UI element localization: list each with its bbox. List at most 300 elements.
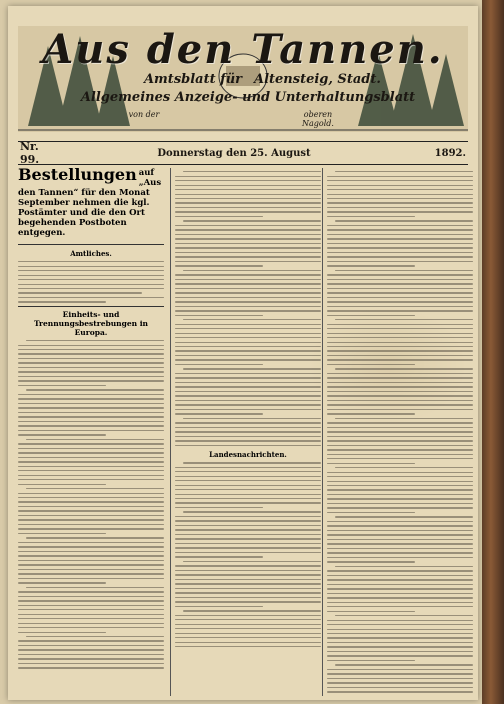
columns (18, 168, 468, 696)
text-line (175, 480, 321, 481)
text-line (18, 376, 164, 377)
text-line (175, 529, 321, 530)
text-line (175, 202, 321, 203)
text-line (327, 328, 473, 329)
text-line (18, 394, 164, 395)
text-line (18, 627, 164, 628)
text-line (175, 502, 321, 503)
text-line (327, 324, 473, 325)
text-line (327, 646, 473, 647)
text-line (175, 328, 321, 329)
text-line (18, 614, 164, 615)
text-line (175, 364, 263, 365)
text-line (327, 189, 473, 190)
text-line (327, 543, 473, 544)
text-line (175, 534, 321, 535)
text-line (327, 673, 473, 674)
text-line (327, 440, 473, 441)
text-line (18, 596, 164, 597)
text-line (335, 516, 473, 517)
text-line (327, 310, 473, 311)
text-line (18, 403, 164, 404)
text-line (327, 530, 473, 531)
text-line (175, 628, 321, 629)
text-line (18, 546, 164, 547)
text-line (175, 547, 321, 548)
text-line (18, 358, 164, 359)
text-line (335, 270, 473, 271)
text-line (335, 319, 473, 320)
text-line (327, 651, 473, 652)
text-line (175, 588, 321, 589)
text-line (327, 194, 473, 195)
text-line (175, 489, 321, 490)
text-line (175, 386, 321, 387)
text-line (327, 503, 473, 504)
text-line (175, 624, 321, 625)
text-line (327, 225, 473, 226)
text-line (183, 270, 321, 271)
text-line (183, 418, 321, 419)
text-line (18, 345, 164, 346)
text-line (175, 565, 321, 566)
text-line (327, 342, 473, 343)
text-line (327, 687, 473, 688)
subtitle-small-right: oberen Nagold. (302, 110, 334, 128)
text-line (175, 440, 321, 441)
text-line (175, 180, 321, 181)
text-line (327, 229, 473, 230)
text-line (18, 380, 164, 381)
text-line (175, 238, 321, 239)
text-line (26, 340, 164, 341)
text-line (327, 629, 473, 630)
text-line (18, 605, 164, 606)
text-line (26, 389, 164, 390)
text-line (175, 409, 321, 410)
text-line (175, 556, 263, 557)
text-line (18, 640, 164, 641)
text-line (18, 434, 106, 435)
text-line (335, 368, 473, 369)
text-line (175, 516, 321, 517)
text-line (327, 548, 473, 549)
text-line (175, 373, 321, 374)
text-line (175, 324, 321, 325)
issue-number: Nr. 99. (20, 140, 40, 166)
text-line (183, 319, 321, 320)
text-line (175, 404, 321, 405)
text-line (18, 430, 164, 431)
bestell-heading: Bestellungen (18, 168, 137, 184)
text-line (18, 533, 106, 534)
text-line (327, 611, 415, 612)
text-line (18, 421, 164, 422)
text-line (327, 234, 473, 235)
text-line (175, 538, 321, 539)
text-line (175, 315, 263, 316)
subtitle-left: Amtsblatt für (143, 72, 243, 87)
text-line (18, 654, 164, 655)
text-line (327, 633, 473, 634)
text-line (175, 391, 321, 392)
text-line (18, 362, 164, 363)
text-line (18, 649, 164, 650)
text-line (175, 283, 321, 284)
text-line (327, 400, 473, 401)
text-line (327, 602, 473, 603)
text-line (327, 337, 473, 338)
text-line (327, 597, 473, 598)
text-line (175, 471, 321, 472)
text-line (26, 439, 164, 440)
text-line (327, 333, 473, 334)
text-line (18, 578, 164, 579)
text-line (327, 185, 473, 186)
text-line (327, 288, 473, 289)
text-line (327, 176, 473, 177)
text-line (175, 288, 321, 289)
text-line (175, 274, 321, 275)
text-line (327, 243, 473, 244)
text-line (18, 591, 164, 592)
text-line (18, 645, 164, 646)
text-line (175, 413, 263, 414)
text-line (183, 511, 321, 512)
text-line (175, 422, 321, 423)
text-line (18, 524, 164, 525)
text-line (175, 301, 321, 302)
text-line (18, 551, 164, 552)
subscription-notice (18, 168, 164, 245)
text-line (335, 615, 473, 616)
text-line (18, 412, 164, 413)
text-line (18, 475, 164, 476)
text-line (175, 359, 321, 360)
text-line (327, 678, 473, 679)
text-line (175, 552, 321, 553)
column-2 (170, 168, 321, 696)
text-line (327, 642, 473, 643)
text-line (18, 466, 164, 467)
text-line (175, 601, 321, 602)
text-line (175, 355, 321, 356)
text-line (327, 557, 473, 558)
text-block (175, 171, 321, 446)
text-line (175, 427, 321, 428)
text-line (327, 238, 473, 239)
text-line (175, 185, 321, 186)
text-line (327, 202, 473, 203)
text-line (175, 279, 321, 280)
text-line (175, 525, 321, 526)
text-line (175, 229, 321, 230)
text-line (327, 274, 473, 275)
text-line (327, 682, 473, 683)
text-line (327, 449, 473, 450)
text-line (18, 385, 106, 386)
text-line (18, 371, 164, 372)
text-line (327, 463, 415, 464)
text-line (175, 350, 321, 351)
text-line (327, 454, 473, 455)
text-line (175, 507, 263, 508)
subtitle-small-left: von der (128, 110, 160, 119)
subtitle-right: Altensteig, Stadt. (254, 72, 381, 87)
text-line (327, 301, 473, 302)
text-line (175, 574, 321, 575)
text-line (335, 467, 473, 468)
text-line (327, 211, 473, 212)
bestell-text: auf „Aus den Tannen“ für den Monat September nehmen die kgl. Postämter und die den Ort begehenden Postboten entgegen. (18, 168, 162, 238)
text-line (327, 498, 473, 499)
text-line (175, 606, 263, 607)
text-line (175, 216, 263, 217)
text-line (175, 642, 321, 643)
text-line (327, 207, 473, 208)
text-line (327, 570, 473, 571)
issue-year: 1892. (434, 147, 466, 159)
text-line (327, 521, 473, 522)
text-line (327, 306, 473, 307)
text-block (18, 340, 164, 669)
text-line (175, 207, 321, 208)
section-heading-landes: Landesnachrichten. (209, 450, 287, 460)
text-line (327, 297, 473, 298)
text-line (327, 373, 473, 374)
text-line (175, 543, 321, 544)
text-line (327, 458, 473, 459)
text-line (175, 234, 321, 235)
section-heading-europa: Einheits- und Trennungsbestrebungen in Europa. (34, 309, 148, 337)
text-line (175, 485, 321, 486)
text-line (175, 310, 321, 311)
text-line (327, 606, 473, 607)
text-line (327, 579, 473, 580)
text-line (175, 592, 321, 593)
text-line (327, 588, 473, 589)
text-line (18, 569, 164, 570)
text-line (18, 497, 164, 498)
text-line (327, 507, 473, 508)
text-line (175, 189, 321, 190)
text-line (327, 364, 415, 365)
text-line (175, 292, 321, 293)
text-line (18, 443, 164, 444)
text-line (327, 256, 473, 257)
text-line (175, 198, 321, 199)
text-line (18, 609, 164, 610)
text-line (18, 398, 164, 399)
text-line (175, 333, 321, 334)
text-line (327, 512, 415, 513)
text-line (327, 575, 473, 576)
text-block (18, 261, 164, 303)
text-line (26, 537, 164, 538)
text-line (18, 542, 164, 543)
text-line (18, 555, 164, 556)
text-line (327, 346, 473, 347)
date-bar (18, 141, 468, 165)
text-line (18, 457, 164, 458)
text-line (18, 510, 164, 511)
text-line (175, 395, 321, 396)
text-line (327, 655, 473, 656)
text-line (327, 476, 473, 477)
text-line (175, 261, 321, 262)
text-line (183, 368, 321, 369)
text-line (327, 198, 473, 199)
text-line (18, 484, 106, 485)
text-line (327, 584, 473, 585)
text-line (18, 663, 164, 664)
text-line (175, 346, 321, 347)
text-line (327, 355, 473, 356)
text-line (327, 359, 473, 360)
text-line (18, 658, 164, 659)
text-line (327, 485, 473, 486)
text-line (18, 479, 164, 480)
text-line (175, 494, 321, 495)
text-line (175, 211, 321, 212)
text-line (327, 489, 473, 490)
text-line (183, 220, 321, 221)
text-line (18, 349, 164, 350)
text-line (175, 498, 321, 499)
text-line (327, 386, 473, 387)
text-line (327, 391, 473, 392)
text-line (175, 247, 321, 248)
text-line (18, 506, 164, 507)
text-line (18, 353, 164, 354)
text-line (175, 619, 321, 620)
text-line (335, 171, 473, 172)
text-line (175, 265, 263, 266)
text-line (327, 292, 473, 293)
text-line (327, 431, 473, 432)
text-line (327, 534, 473, 535)
text-line (18, 632, 106, 633)
text-line (183, 610, 321, 611)
text-line (183, 561, 321, 562)
text-line (18, 461, 164, 462)
amtliches-heading: Amtliches. (70, 249, 112, 258)
text-line (175, 637, 321, 638)
text-line (327, 561, 415, 562)
text-line (175, 377, 321, 378)
text-line (175, 342, 321, 343)
text-line (175, 597, 321, 598)
text-line (327, 252, 473, 253)
text-block (175, 462, 321, 647)
text-line (175, 445, 321, 446)
newspaper-sheet (8, 6, 478, 700)
column-3 (322, 168, 473, 696)
text-line (175, 256, 321, 257)
text-line (327, 247, 473, 248)
issue-date: Donnerstag den 25. August (157, 147, 311, 159)
text-line (327, 427, 473, 428)
text-line (18, 407, 164, 408)
text-line (18, 501, 164, 502)
text-line (26, 488, 164, 489)
text-line (18, 528, 164, 529)
text-line (327, 413, 415, 414)
text-line (327, 279, 473, 280)
text-line (327, 494, 473, 495)
text-line (175, 579, 321, 580)
text-line (175, 243, 321, 244)
text-line (175, 646, 321, 647)
text-line (18, 582, 106, 583)
text-line (327, 283, 473, 284)
text-line (327, 669, 473, 670)
text-line (175, 615, 321, 616)
text-line (18, 623, 164, 624)
text-line (183, 462, 321, 463)
text-line (335, 664, 473, 665)
text-line (18, 667, 164, 668)
text-line (18, 564, 164, 565)
text-line (175, 194, 321, 195)
book-binding (482, 0, 504, 704)
text-line (18, 367, 164, 368)
text-line (327, 216, 415, 217)
text-line (327, 445, 473, 446)
text-line (175, 382, 321, 383)
text-line (175, 306, 321, 307)
text-line (327, 261, 473, 262)
text-line (18, 560, 164, 561)
text-line (327, 436, 473, 437)
text-line (327, 593, 473, 594)
text-line (327, 525, 473, 526)
text-line (327, 265, 415, 266)
text-line (327, 620, 473, 621)
text-line (175, 225, 321, 226)
text-line (26, 636, 164, 637)
text-line (327, 395, 473, 396)
text-line (175, 400, 321, 401)
text-line (327, 422, 473, 423)
text-line (327, 660, 415, 661)
text-line (18, 425, 164, 426)
text-line (175, 431, 321, 432)
text-line (175, 520, 321, 521)
text-line (18, 452, 164, 453)
text-line (327, 552, 473, 553)
text-line (327, 315, 415, 316)
text-line (327, 472, 473, 473)
text-line (18, 519, 164, 520)
text-line (335, 418, 473, 419)
text-line (335, 566, 473, 567)
text-line (18, 416, 164, 417)
text-line (175, 176, 321, 177)
text-line (327, 691, 473, 692)
text-line (18, 618, 164, 619)
text-line (335, 220, 473, 221)
text-line (327, 180, 473, 181)
text-line (327, 624, 473, 625)
text-line (327, 382, 473, 383)
text-line (175, 252, 321, 253)
text-line (327, 481, 473, 482)
text-line (175, 467, 321, 468)
text-line (327, 409, 473, 410)
text-line (327, 377, 473, 378)
text-line (175, 337, 321, 338)
